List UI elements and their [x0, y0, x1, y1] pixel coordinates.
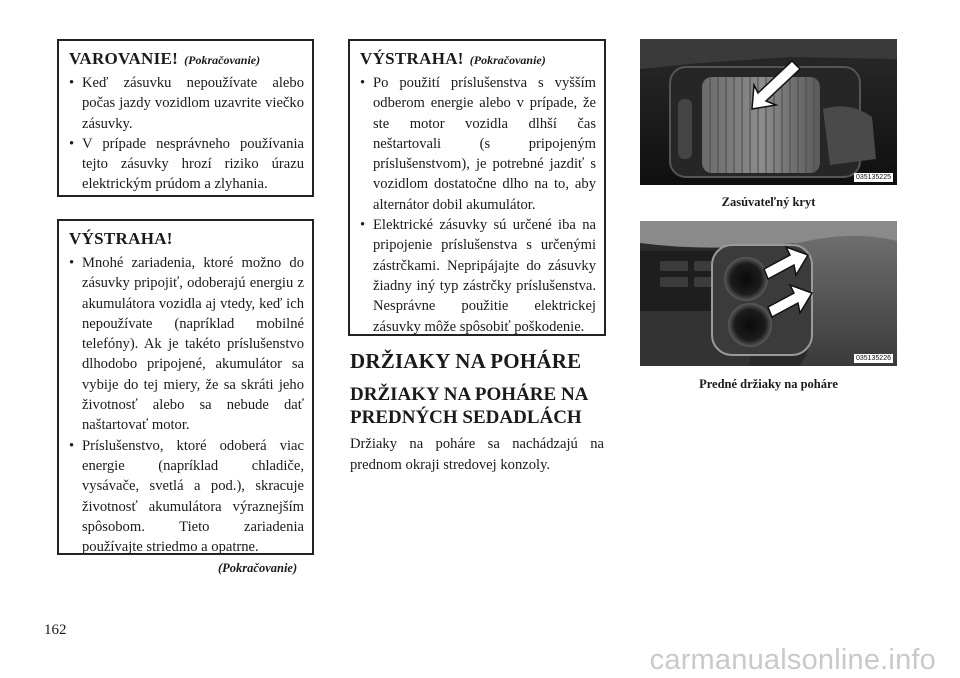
caution-continued-label: (Pokračovanie): [469, 53, 546, 67]
body-paragraph: Držiaky na poháre sa nachádzajú na prednom okraji stredovej konzoly.: [350, 436, 604, 473]
subsection-heading-line1: DRŽIAKY NA POHÁRE NA: [350, 384, 589, 405]
caution-title: VÝSTRAHA!: [69, 229, 173, 248]
retractable-cover-photo: [640, 39, 897, 185]
front-cup-holders-photo: [640, 221, 897, 366]
caution-continued-item: • Po použití príslušenstva s vyšším odberom energie alebo v prípade, že ste motor vozidla dlhší čas neštartovali (s pripojeným príslušenstvom), je potrebné jazdiť s vozidlom dostatočne dlho na to, aby alternátor dobil akumulátor.: [360, 73, 596, 215]
caution-box: [57, 219, 314, 555]
front-cup-holders-illustration: [640, 221, 897, 366]
retractable-cover-illustration: [640, 39, 897, 185]
caution-continued-title: VÝSTRAHA!: [360, 49, 464, 68]
warning-box: [57, 39, 314, 197]
warning-continued-label: (Pokračovanie): [184, 53, 261, 67]
figure-code: 035135226: [855, 355, 891, 362]
figure-caption: Predné držiaky na poháre: [699, 377, 838, 391]
caution-continued-box: [348, 39, 606, 336]
section-heading: DRŽIAKY NA POHÁRE: [350, 349, 582, 373]
subsection-heading-line2: PREDNÝCH SEDADLÁCH: [350, 407, 582, 428]
page-number: 162: [44, 622, 67, 638]
warning-item: • V prípade nesprávneho používania tejto zásuvky hrozí riziko úrazu elektrickým prúdom a zlyhania.: [69, 134, 304, 195]
caution-list: [69, 253, 304, 557]
caution-continued-item: • Elektrické zásuvky sú určené iba na pripojenie príslušenstva s určenými zástrčkami. Nepripájajte do zásuvky žiadny iný typ zástrčky príslušenstva. Nesprávne použitie elektrickej zásuvky môže spôsobiť poškodenie.: [360, 215, 596, 337]
figure-code: 035135225: [855, 174, 891, 181]
caution-item: • Príslušenstvo, ktoré odoberá viac energie (napríklad chladiče, vysávače, svetlá a pod.), skracuje životnosť akumulátora výraznejším spôsobom. Tieto zariadenia používajte striedmo a opatrne.: [69, 436, 304, 558]
warning-title: VAROVANIE!: [69, 49, 179, 68]
warning-item: • Keď zásuvku nepoužívate alebo počas jazdy vozidlom uzavrite viečko zásuvky.: [69, 73, 304, 134]
warning-list: [69, 73, 304, 195]
watermark-text: carmanualsonline.info: [649, 644, 936, 676]
caution-continued-list: [360, 73, 596, 337]
caution-item: • Mnohé zariadenia, ktoré možno do zásuvky pripojiť, odoberajú energiu z akumulátora vozidla aj vtedy, keď ich nepoužívate (napríklad mobilné telefóny). Ak je takéto príslušenstvo dlhodobo pripojené, akumulátor sa vybije do tej miery, že sa skráti jeho životnosť alebo sa nebude dať naštartovať motor.: [69, 253, 304, 436]
figure-caption: Zasúvateľný kryt: [721, 195, 816, 209]
continued-footer: (Pokračovanie): [218, 561, 298, 575]
subsection-heading: [350, 383, 588, 429]
